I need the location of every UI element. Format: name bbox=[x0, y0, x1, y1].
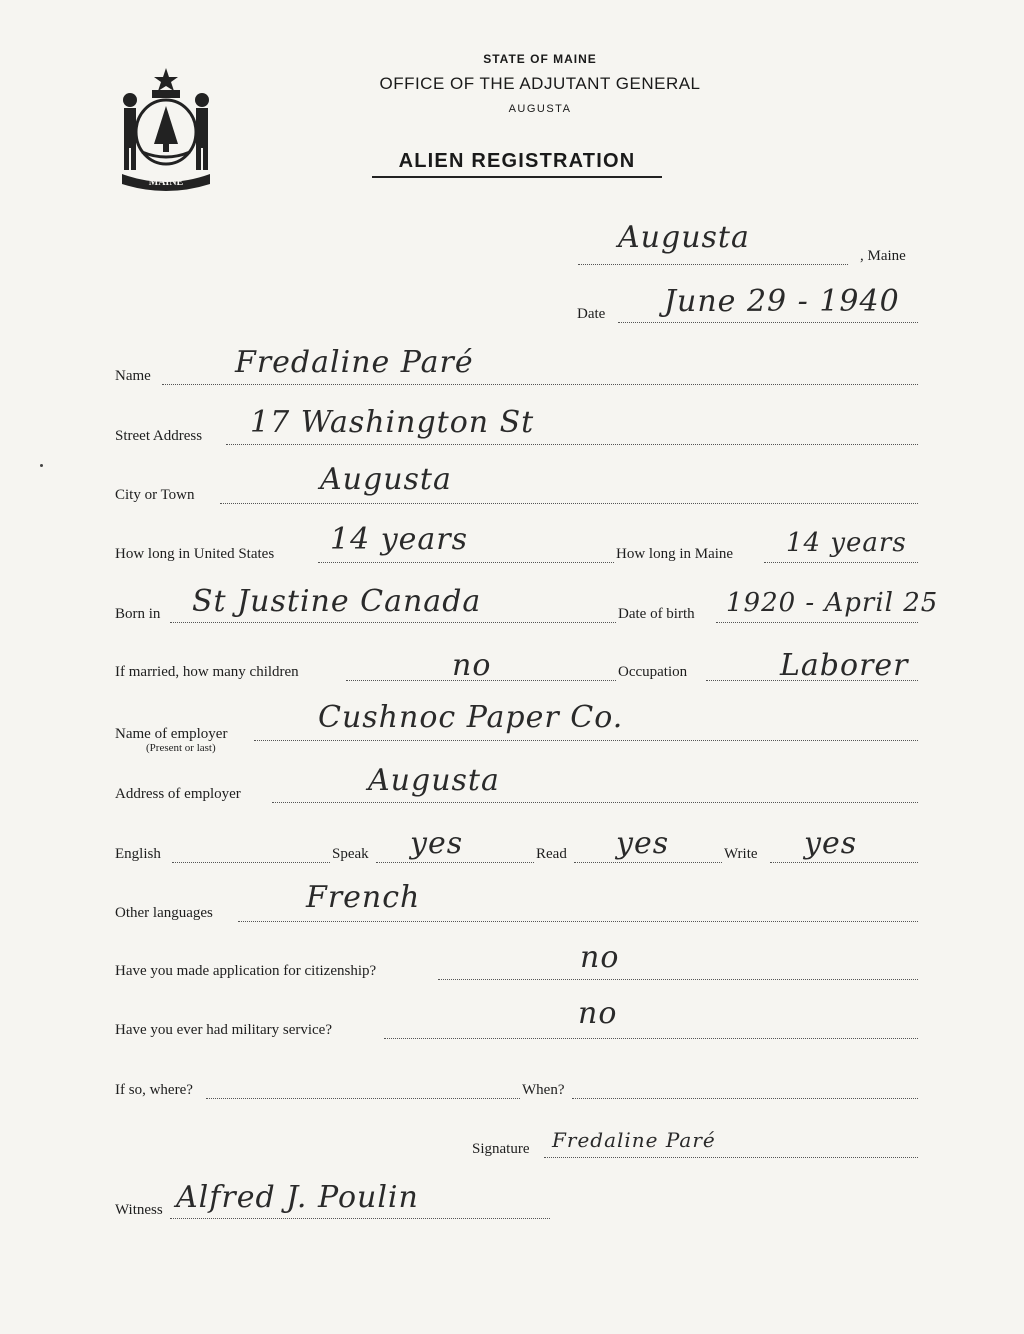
other-languages-label: Other languages bbox=[115, 905, 213, 921]
city-label: City or Town bbox=[115, 487, 195, 503]
date-of-birth-line bbox=[716, 622, 918, 623]
date-line bbox=[618, 322, 918, 323]
street-address-label: Street Address bbox=[115, 428, 203, 444]
born-in-label: Born in bbox=[115, 606, 161, 622]
employer-label: Name of employer bbox=[115, 726, 228, 742]
city-line bbox=[220, 503, 918, 504]
how-long-us-value[interactable]: 14 years bbox=[330, 522, 469, 557]
form-title: ALIEN REGISTRATION bbox=[372, 150, 662, 178]
place-line bbox=[578, 264, 848, 265]
how-long-maine-label: How long in Maine bbox=[616, 546, 734, 562]
military-label: Have you ever had military service? bbox=[115, 1022, 332, 1038]
date-of-birth-label: Date of birth bbox=[618, 606, 695, 622]
city-value[interactable]: Augusta bbox=[320, 462, 452, 497]
employer-address-line bbox=[272, 802, 918, 803]
when-label: When? bbox=[522, 1082, 565, 1098]
speak-value[interactable]: yes bbox=[410, 826, 464, 861]
english-line bbox=[172, 862, 330, 863]
employer-note: (Present or last) bbox=[146, 742, 216, 754]
citizenship-value[interactable]: no bbox=[580, 940, 620, 975]
city-heading: AUGUSTA bbox=[508, 103, 572, 115]
ink-speck bbox=[40, 464, 43, 467]
date-value[interactable]: June 29 - 1940 bbox=[664, 284, 900, 319]
signature-line bbox=[544, 1157, 918, 1158]
other-languages-value[interactable]: French bbox=[306, 880, 421, 915]
military-line bbox=[384, 1038, 918, 1039]
if-so-where-label: If so, where? bbox=[115, 1082, 193, 1098]
occupation-label: Occupation bbox=[618, 664, 688, 680]
write-label: Write bbox=[724, 846, 758, 862]
office-heading: OFFICE OF THE ADJUTANT GENERAL bbox=[379, 74, 701, 93]
speak-line bbox=[376, 862, 534, 863]
occupation-value[interactable]: Laborer bbox=[780, 648, 909, 683]
citizenship-label: Have you made application for citizenship? bbox=[115, 963, 377, 979]
employer-value[interactable]: Cushnoc Paper Co. bbox=[318, 700, 624, 735]
when-line bbox=[572, 1098, 918, 1099]
write-line bbox=[770, 862, 918, 863]
name-value[interactable]: Fredaline Paré bbox=[235, 345, 474, 380]
read-value[interactable]: yes bbox=[616, 826, 670, 861]
employer-address-label: Address of employer bbox=[115, 786, 241, 802]
if-so-where-line bbox=[206, 1098, 520, 1099]
english-label: English bbox=[115, 846, 161, 862]
children-label: If married, how many children bbox=[115, 664, 299, 680]
employer-address-value[interactable]: Augusta bbox=[368, 763, 500, 798]
witness-value[interactable]: Alfred J. Poulin bbox=[176, 1180, 419, 1215]
date-of-birth-value[interactable]: 1920 - April 25 bbox=[726, 588, 939, 618]
read-label: Read bbox=[536, 846, 567, 862]
how-long-maine-value[interactable]: 14 years bbox=[786, 528, 907, 558]
maine-state-seal-icon bbox=[112, 66, 220, 194]
street-address-line bbox=[226, 444, 918, 445]
how-long-us-line bbox=[318, 562, 614, 563]
born-in-value[interactable]: St Justine Canada bbox=[192, 584, 482, 619]
employer-line bbox=[254, 740, 918, 741]
svg-text:MAINE: MAINE bbox=[148, 177, 184, 188]
how-long-us-label: How long in United States bbox=[115, 546, 275, 562]
signature-value[interactable]: Fredaline Paré bbox=[552, 1128, 716, 1152]
witness-line bbox=[170, 1218, 550, 1219]
citizenship-line bbox=[438, 979, 918, 980]
read-line bbox=[574, 862, 722, 863]
write-value[interactable]: yes bbox=[804, 826, 858, 861]
other-languages-line bbox=[238, 921, 918, 922]
date-label: Date bbox=[577, 306, 606, 322]
street-address-value[interactable]: 17 Washington St bbox=[250, 405, 535, 440]
children-value[interactable]: no bbox=[452, 648, 492, 683]
state-heading: STATE OF MAINE bbox=[483, 52, 597, 66]
name-line bbox=[162, 384, 918, 385]
place-value[interactable]: Augusta bbox=[618, 220, 750, 255]
how-long-maine-line bbox=[764, 562, 918, 563]
name-label: Name bbox=[115, 368, 151, 384]
signature-label: Signature bbox=[472, 1141, 530, 1157]
speak-label: Speak bbox=[332, 846, 369, 862]
born-in-line bbox=[170, 622, 616, 623]
witness-label: Witness bbox=[115, 1202, 163, 1218]
military-value[interactable]: no bbox=[578, 996, 618, 1031]
maine-label: , Maine bbox=[860, 248, 906, 264]
